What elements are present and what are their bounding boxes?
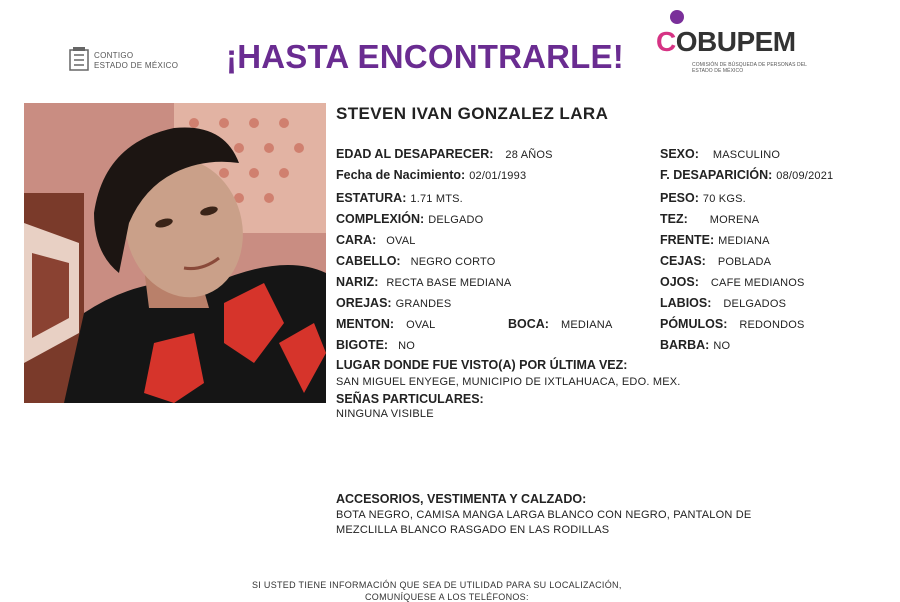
person-photo [24,103,326,403]
field-complexion: COMPLEXIÓN: DELGADO [336,212,484,226]
field-estatura: ESTATURA: 1.71 MTS. [336,191,463,205]
field-frente: FRENTE: MEDIANA [660,233,770,247]
org-subtitle: COMISIÓN DE BÚSQUEDA DE PERSONAS DEL ESTADO DE MÉXICO [692,62,807,74]
senas-label: SEÑAS PARTICULARES: [336,392,484,406]
field-bigote: BIGOTE: NO [336,338,415,352]
field-pomulos: PÓMULOS: REDONDOS [660,317,805,331]
field-cara: CARA: OVAL [336,233,416,247]
field-barba: BARBA: NO [660,338,731,352]
accesorios-line2: MEZCLILLA BLANCO RASGADO EN LAS RODILLAS [336,524,610,536]
footer-line2: COMUNÍQUESE A LOS TELÉFONOS: [365,592,529,602]
field-nariz: NARIZ: RECTA BASE MEDIANA [336,275,512,289]
field-peso: PESO: 70 KGS. [660,191,746,205]
field-sexo: SEXO: MASCULINO [660,147,781,161]
accesorios-line1: BOTA NEGRO, CAMISA MANGA LARGA BLANCO CON NEGRO, PANTALON DE [336,509,752,521]
senas-value: NINGUNA VISIBLE [336,408,434,420]
field-orejas: OREJAS: GRANDES [336,296,452,310]
field-tez: TEZ: MORENA [660,212,760,226]
field-desaparicion: F. DESAPARICIÓN: 08/09/2021 [660,168,834,182]
government-logo [68,46,183,76]
gov-logo-line2: ESTADO DE MÉXICO [94,61,179,70]
person-name: STEVEN IVAN GONZALEZ LARA [336,104,609,123]
gov-logo-line1: CONTIGO [94,51,134,60]
lugar-value: SAN MIGUEL ENYEGE, MUNICIPIO DE IXTLAHUACA, EDO. MEX. [336,376,681,388]
accesorios-label: ACCESORIOS, VESTIMENTA Y CALZADO: [336,492,587,506]
logo-dot-icon [670,10,684,24]
field-edad: EDAD AL DESAPARECER: 28 AÑOS [336,147,553,161]
lugar-label: LUGAR DONDE FUE VISTO(A) POR ÚLTIMA VEZ: [336,358,628,372]
field-cabello: CABELLO: NEGRO CORTO [336,254,496,268]
field-menton: MENTON: OVAL [336,317,436,331]
field-ojos: OJOS: CAFE MEDIANOS [660,275,805,289]
field-labios: LABIOS: DELGADOS [660,296,787,310]
headline: ¡HASTA ENCONTRARLE! [226,38,624,75]
cobupem-logo [654,8,834,78]
field-cejas: CEJAS: POBLADA [660,254,772,268]
field-nacimiento: Fecha de Nacimiento: 02/01/1993 [336,168,527,182]
footer-line1: SI USTED TIENE INFORMACIÓN QUE SEA DE UTILIDAD PARA SU LOCALIZACIÓN, [252,580,622,590]
field-boca: BOCA: MEDIANA [508,317,613,331]
portrait-image [24,103,326,403]
org-name: COBUPEM [656,26,796,57]
state-emblem-icon [68,46,90,72]
